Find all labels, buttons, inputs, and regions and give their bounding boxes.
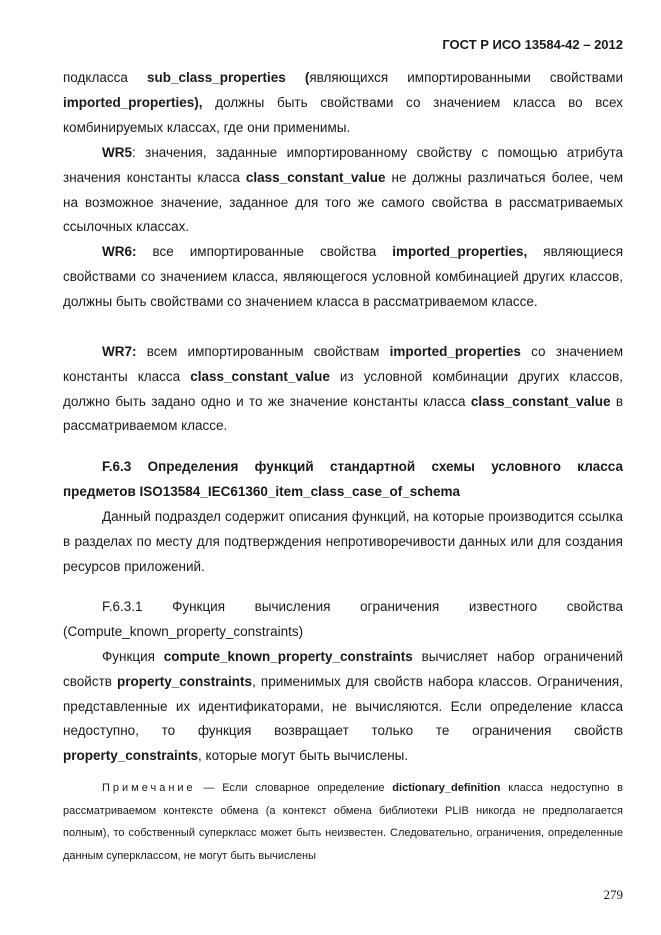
rule-label: WR7: — [102, 344, 137, 359]
note — [63, 777, 623, 867]
term-dictionary-definition: dictionary_definition — [392, 782, 501, 794]
term-imported-properties: imported_properties — [389, 344, 521, 359]
text: Функция — [102, 649, 164, 664]
text: вычисляет набор ограничений свойств — [63, 649, 623, 689]
text: являющиеся свойствами со значением класса, являющегося условной комбинацией других классов, должны быть свойствами со значением класса в рассматриваемом классе. — [63, 244, 624, 309]
note-dash: — — [195, 782, 223, 794]
text: являющихся импортированными свойствами — [309, 70, 623, 85]
rule-wr5 — [63, 141, 623, 240]
text: , которые могут быть вычислены. — [198, 748, 409, 764]
section-body: Данный подраздел содержит описания функций, на которые производится ссылка в разделах по месту для подтверждения непротиворечивости данных или для создания ресурсов приложений. — [63, 509, 623, 574]
rule-label: WR5 — [102, 145, 132, 160]
section-heading: F.6.3 Определения функций стандартной схемы условного класса предметов ISO13584_IEC61360_item_class_case_of_schema — [63, 459, 623, 499]
function-description — [63, 645, 623, 769]
term-imported-properties: imported_properties), — [63, 94, 203, 110]
page-number: 279 — [603, 887, 623, 902]
text: подкласса — [63, 70, 147, 85]
subsection-heading: F.6.3.1 Функция вычисления ограничения известного свойства (Compute_known_property_constraints) — [63, 599, 623, 639]
rule-wr6 — [63, 240, 623, 314]
text: со значением константы класса — [63, 344, 623, 384]
term-compute-known-property-constraints: compute_known_property_constraints — [163, 649, 413, 664]
text: Если словарное определение — [222, 782, 393, 794]
text: всем импортированным свойствам — [136, 344, 390, 359]
text: должны быть свойствами со значением класса во всех комбинируемых классах, где они применимы. — [63, 94, 623, 135]
term-class-constant-value: class_constant_value — [470, 393, 611, 409]
text: из условной комбинации других классов, должно быть задано одно и то же значение константы класса — [63, 368, 623, 409]
text: класса недоступно в рассматриваемом контексте обмена (а контекст обмена библиотеки PLIB никогда не предполагается полным), то собственный суперкласс может быть неизвестен. Следовательно, ограничения, определенные данным суперклассом, не могут быть вычислены — [63, 782, 623, 862]
term-property-constraints: property_constraints — [117, 673, 253, 689]
page-header: ГОСТ Р ИСО 13584-42 – 2012 — [442, 37, 623, 52]
term-class-constant-value: class_constant_value — [245, 169, 386, 185]
rule-label: WR6: — [102, 244, 137, 259]
note-label: Примечание — [102, 782, 196, 794]
text: в рассматриваемом классе. — [63, 393, 623, 434]
paragraph-subclass-properties — [63, 66, 623, 140]
term-imported-properties: imported_properties, — [392, 244, 528, 259]
text: все импортированные свойства — [136, 244, 393, 259]
term-class-constant-value: class_constant_value — [190, 368, 330, 384]
term-sub-class-properties: sub_class_properties ( — [146, 70, 310, 85]
text: : значения, заданные импортированному свойству с помощью атрибута значения константы класса — [63, 145, 623, 185]
text: не должны различаться более, чем на возможное значение, заданное для того же самого свойства в рассматриваемых ссылочных классах. — [63, 169, 624, 235]
term-property-constraints: property_constraints — [63, 748, 199, 764]
text: , применимых для свойств набора классов. Ограничения, представленные их идентификаторами, не вычисляются. Если определение класса недоступно, то функция возвращает только те ограничения свойств — [63, 673, 623, 739]
rule-wr7 — [63, 340, 623, 439]
